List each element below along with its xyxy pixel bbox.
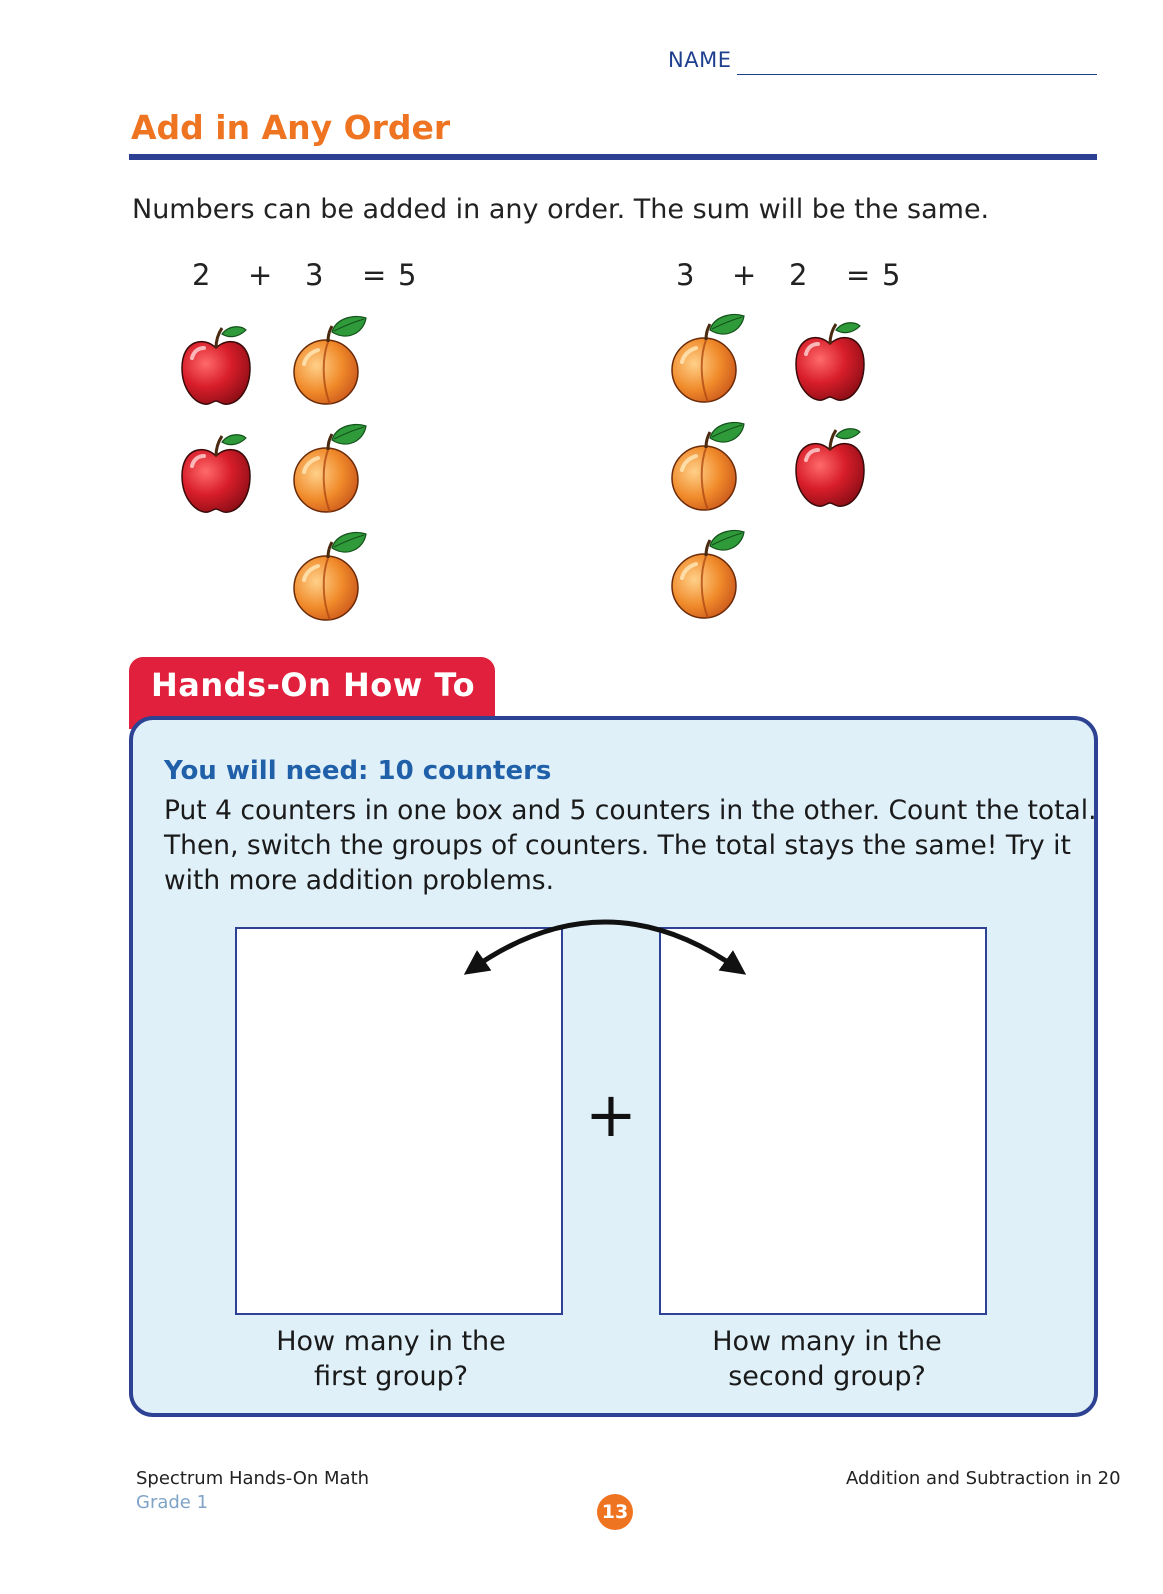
question-line: second group? [728, 1361, 926, 1392]
apple-icon [176, 422, 256, 522]
swap-arrow-icon [440, 895, 770, 985]
peach-icon [288, 420, 368, 520]
apple-icon [176, 314, 256, 414]
instruction-line: Put 4 counters in one box and 5 counters in the other. Count the total. [164, 795, 1097, 826]
instruction-line: Then, switch the groups of counters. The total stays the same! Try it [164, 830, 1071, 861]
example-2-addend-a: 3 [676, 258, 695, 292]
instructions [164, 793, 1097, 898]
apple-icon [790, 416, 870, 516]
peach-icon [666, 310, 746, 410]
example-2-addend-b: 2 [789, 258, 808, 292]
grade-label: Grade 1 [136, 1492, 209, 1513]
peach-icon [288, 312, 368, 412]
book-title: Spectrum Hands-On Math [136, 1468, 370, 1489]
apple-icon [790, 310, 870, 410]
chapter-label: Addition and Subtraction in 20 [846, 1468, 1121, 1489]
example-1-addend-a: 2 [192, 258, 211, 292]
example-2-sum: 5 [882, 258, 901, 292]
example-2-equals: = [846, 258, 871, 292]
question-line: How many in the [712, 1326, 942, 1357]
question-line: How many in the [276, 1326, 506, 1357]
instruction-line: with more addition problems. [164, 865, 555, 896]
example-1-equals: = [362, 258, 387, 292]
example-1-plus: + [248, 258, 273, 292]
second-group-question [671, 1324, 983, 1394]
peach-icon [288, 528, 368, 628]
plus-sign: + [585, 1078, 637, 1151]
example-1-addend-b: 3 [305, 258, 324, 292]
first-group-box[interactable] [235, 927, 563, 1315]
peach-icon [666, 418, 746, 518]
second-group-box[interactable] [659, 927, 987, 1315]
first-group-question [235, 1324, 547, 1394]
peach-icon [666, 526, 746, 626]
page-title: Add in Any Order [131, 108, 451, 147]
name-field[interactable] [737, 74, 1097, 75]
question-line: first group? [313, 1361, 469, 1392]
name-label: NAME [668, 48, 732, 72]
example-2-plus: + [732, 258, 757, 292]
intro-text: Numbers can be added in any order. The sum will be the same. [132, 194, 990, 225]
materials-needed: You will need: 10 counters [164, 756, 552, 786]
example-1-sum: 5 [398, 258, 417, 292]
hands-on-title: Hands-On How To [151, 666, 476, 704]
page-number: 13 [597, 1494, 633, 1530]
title-divider [129, 154, 1097, 160]
